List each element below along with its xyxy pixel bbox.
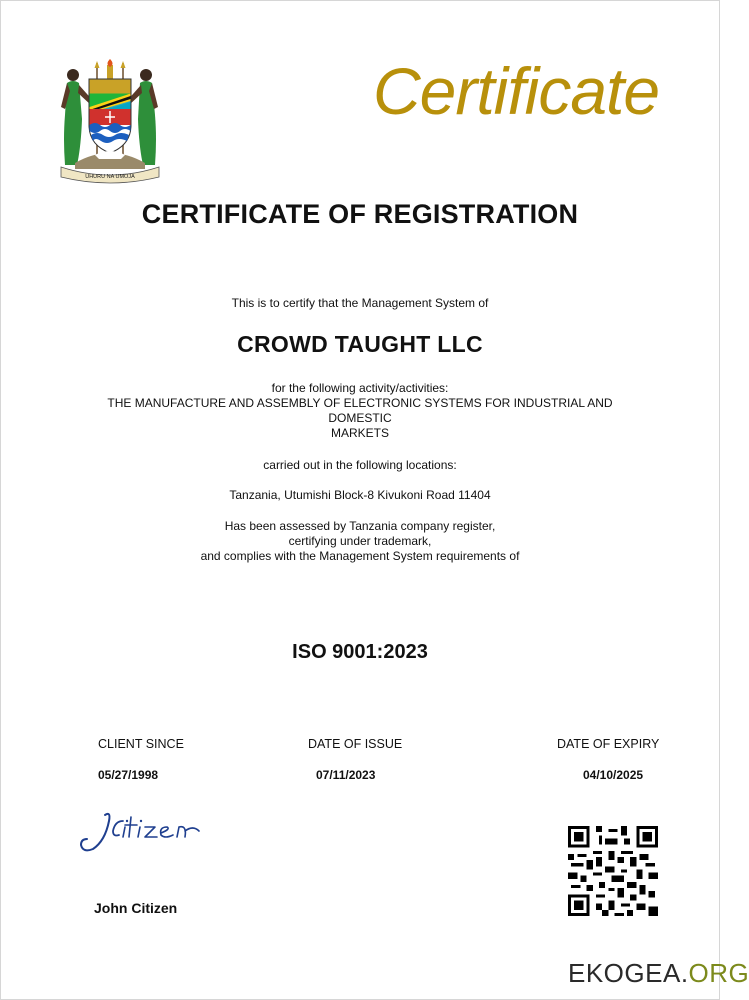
date-of-expiry-label: DATE OF EXPIRY [557,737,660,751]
activity-section [1,381,719,441]
shield [89,79,131,153]
assessment-statement [1,519,719,564]
tanzania-coat-of-arms-icon [55,59,165,185]
date-of-expiry-value: 04/10/2025 [583,768,644,782]
certify-intro-text: This is to certify that the Management System of [231,296,489,310]
client-since-label: CLIENT SINCE [98,737,184,751]
assessment-line: Has been assessed by Tanzania company register, [224,519,496,533]
date-of-issue-value: 07/11/2023 [316,768,376,782]
location-address: Tanzania, Utumishi Block-8 Kivukoni Road 11404 [229,488,491,502]
date-of-issue-label: DATE OF ISSUE [308,737,403,751]
assessment-line: certifying under trademark, [288,534,432,548]
activity-line: MARKETS [330,426,389,440]
signer-name: John Citizen [94,900,178,916]
certificate-script-title: Certificate [373,54,660,128]
watermark [568,958,749,989]
page-title: CERTIFICATE OF REGISTRATION [141,199,579,229]
svg-text:UHURU NA UMOJA: UHURU NA UMOJA [85,174,135,180]
activity-line: THE MANUFACTURE AND ASSEMBLY OF ELECTRONIC SYSTEMS FOR INDUSTRIAL AND [107,396,613,410]
activity-label: for the following activity/activities: [271,381,449,395]
watermark-prefix: EKOGEA. [568,958,689,988]
assessment-line: and complies with the Management System requirements of [200,549,520,563]
client-since-value: 05/27/1998 [98,768,159,782]
company-name: CROWD TAUGHT LLC [237,331,483,357]
iso-standard: ISO 9001:2023 [292,641,428,663]
activity-line: DOMESTIC [328,411,392,425]
locations-label: carried out in the following locations: [263,458,457,472]
signature-graphic [75,807,207,857]
watermark-suffix: ORG [688,958,749,988]
qr-code-icon [568,826,658,916]
